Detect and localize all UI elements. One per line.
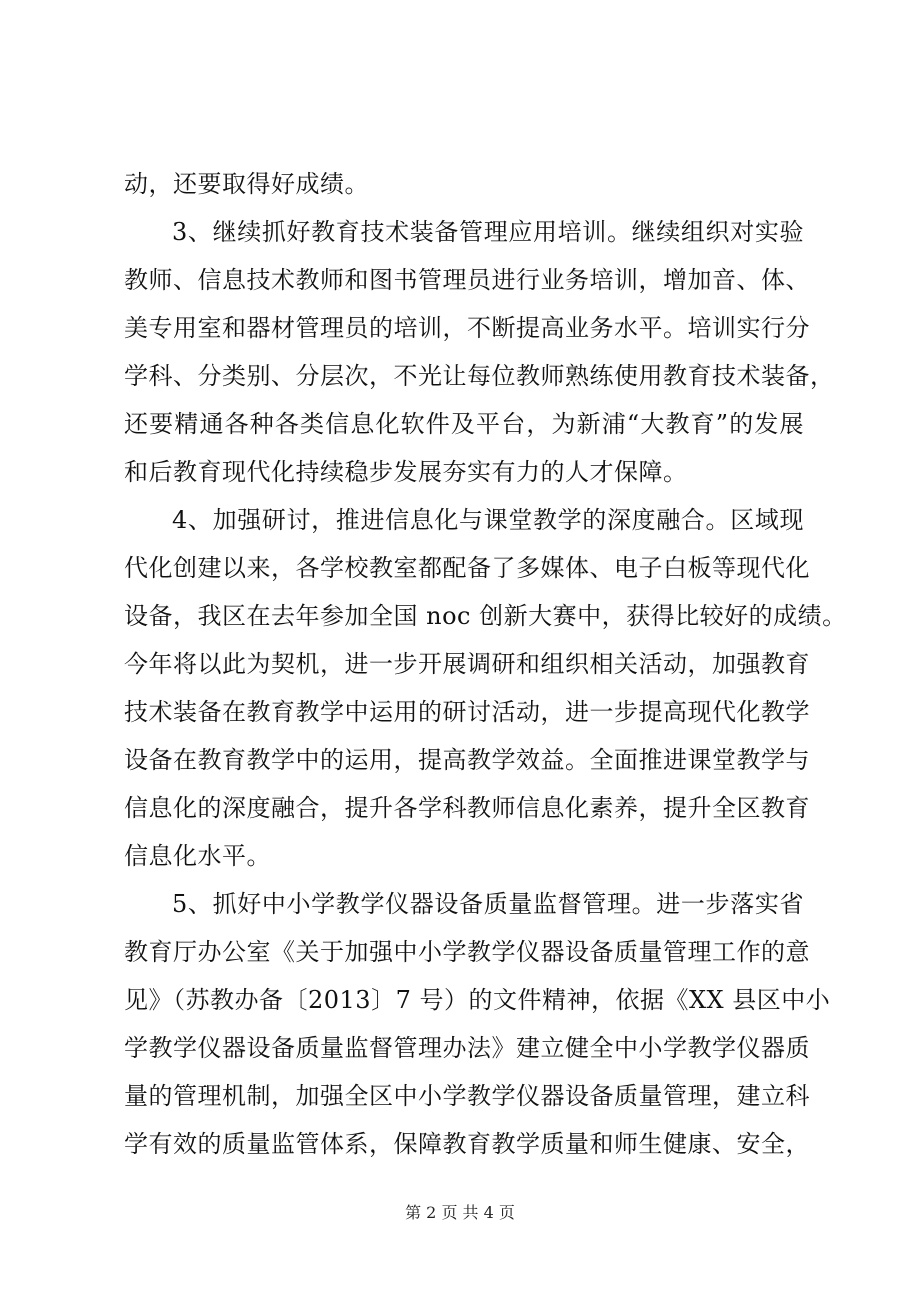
text-line: 技术装备在教育教学中运用的研讨活动，进一步提高现代化教学 [124, 698, 810, 726]
text-line: 代化创建以来，各学校教室都配备了多媒体、电子白板等现代化 [124, 554, 810, 582]
text-line: 教师、信息技术教师和图书管理员进行业务培训，增加音、体、 [124, 266, 810, 294]
text-line: 教育厅办公室《关于加强中小学教学仪器设备质量管理工作的意 [124, 938, 810, 966]
text-line: 学科、分类别、分层次，不光让每位教师熟练使用教育技术装备， [124, 362, 835, 390]
page-footer [0, 1200, 920, 1223]
page-number: 第 2 页 共 4 页 [405, 1203, 515, 1222]
text-line: 学教学仪器设备质量监督管理办法》建立健全中小学教学仪器质 [124, 1034, 810, 1062]
text-line: 和后教育现代化持续稳步发展夯实有力的人才保障。 [124, 458, 688, 486]
text-line: 量的管理机制，加强全区中小学教学仪器设备质量管理，建立科 [124, 1082, 810, 1110]
text-line: 学有效的质量监管体系，保障教育教学质量和师生健康、安全， [124, 1130, 810, 1158]
text-line: 信息化的深度融合，提升各学科教师信息化素养，提升全区教育 [124, 794, 810, 822]
text-line: 美专用室和器材管理员的培训，不断提高业务水平。培训实行分 [124, 314, 810, 342]
text-line: 4、加强研讨，推进信息化与课堂教学的深度融合。区域现 [172, 506, 804, 534]
text-line: 5、抓好中小学教学仪器设备质量监督管理。进一步落实省 [172, 890, 804, 918]
text-line: 3、继续抓好教育技术装备管理应用培训。继续组织对实验 [172, 218, 804, 246]
text-line: 设备，我区在去年参加全国 noc 创新大赛中，获得比较好的成绩。 [124, 602, 847, 630]
text-line: 设备在教育教学中的运用，提高教学效益。全面推进课堂教学与 [124, 746, 810, 774]
text-line: 动，还要取得好成绩。 [124, 170, 369, 198]
body-text [124, 160, 847, 1168]
text-line: 信息化水平。 [124, 842, 271, 870]
text-line: 还要精通各种各类信息化软件及平台，为新浦“大教育”的发展 [124, 410, 804, 438]
text-line: 今年将以此为契机，进一步开展调研和组织相关活动，加强教育 [124, 650, 810, 678]
text-line: 见》（苏教办备〔2013〕7 号）的文件精神，依据《XX 县区中小 [124, 986, 831, 1014]
